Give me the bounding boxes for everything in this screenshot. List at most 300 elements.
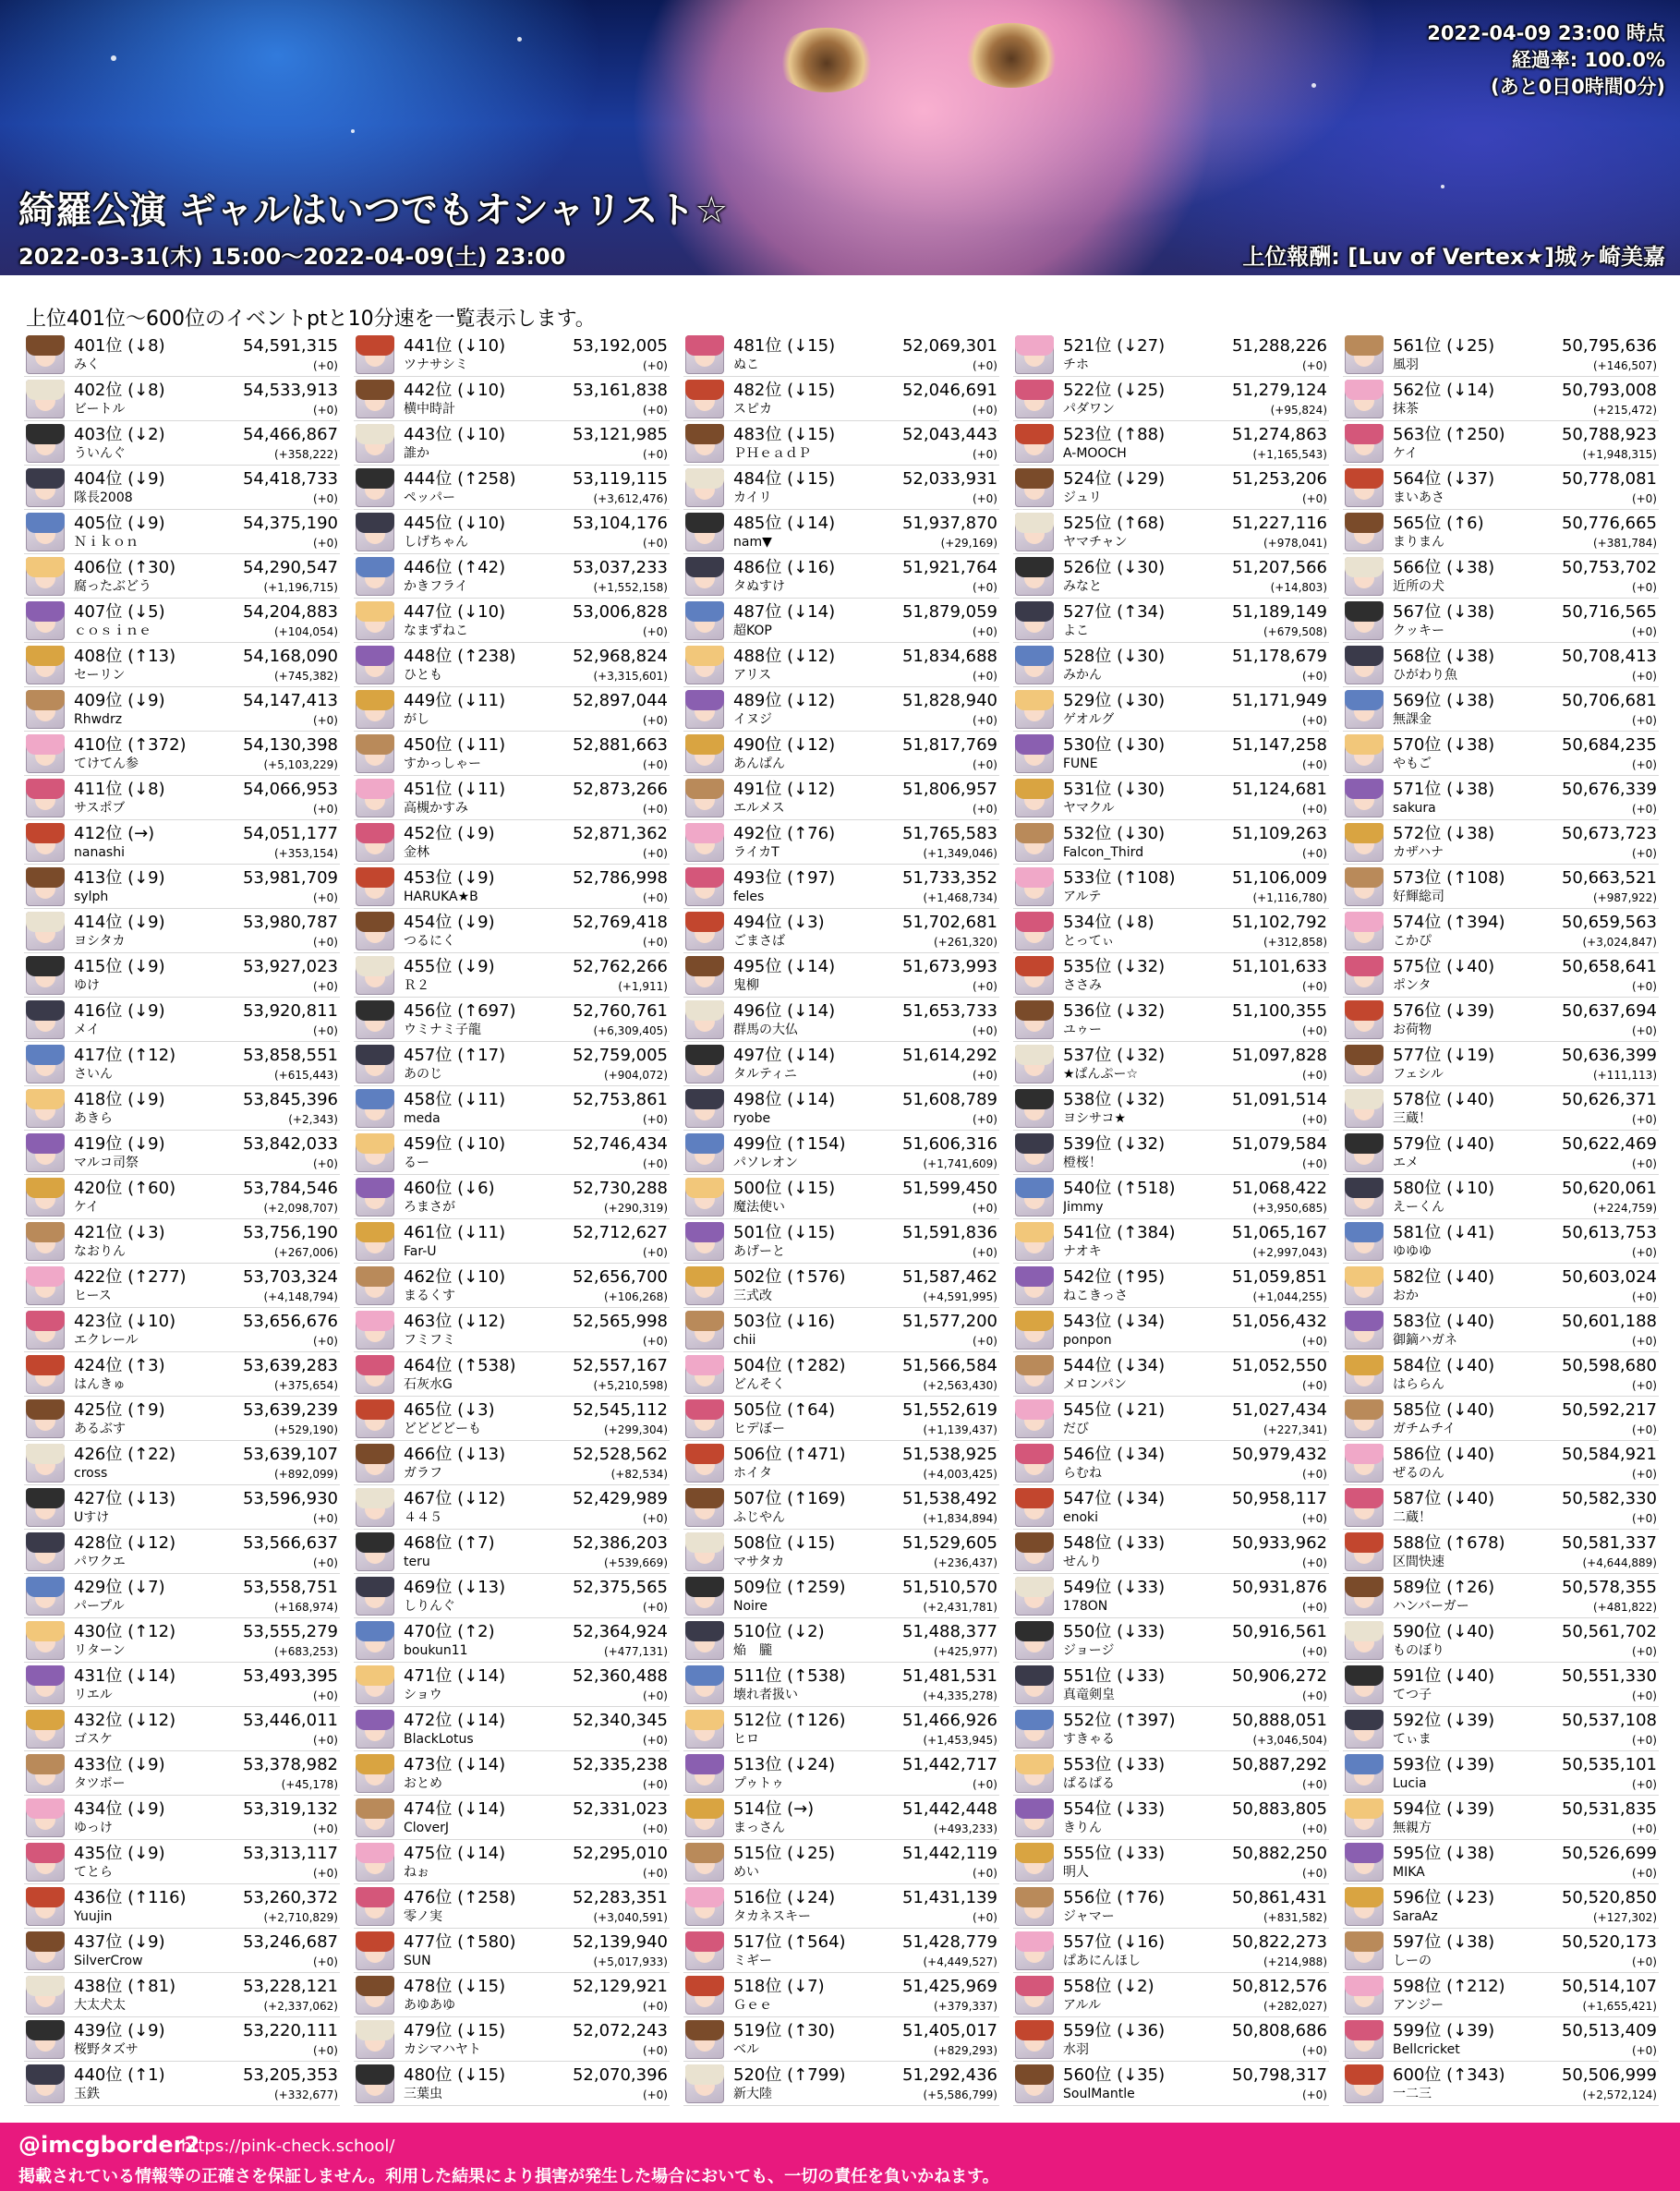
player-name: Ｒ２ — [404, 978, 429, 993]
player-name: ponpon — [1063, 1333, 1112, 1348]
player-name: きりん — [1063, 1821, 1102, 1835]
player-name: ぜるのん — [1393, 1466, 1444, 1481]
ten-minute-speed: (+0) — [1301, 1689, 1327, 1702]
player-name: エクレール — [74, 1333, 139, 1348]
rank-label: 489位 (↓12) — [733, 691, 836, 710]
rank-label: 539位 (↓32) — [1063, 1134, 1166, 1154]
ten-minute-speed: (+0) — [642, 891, 668, 904]
player-name: teru — [404, 1555, 430, 1569]
ranking-entry — [1343, 1840, 1659, 1884]
rank-label: 447位 (↓10) — [404, 602, 506, 622]
ten-minute-speed: (+0) — [312, 891, 338, 904]
player-name: 橙桜！ — [1063, 1156, 1102, 1170]
rank-label: 472位 (↓14) — [404, 1711, 506, 1730]
player-name: ポンタ — [1393, 978, 1432, 993]
event-points: 50,601,188 — [1561, 1312, 1657, 1331]
player-avatar — [1345, 1355, 1384, 1394]
ten-minute-speed: (+353,154) — [273, 847, 338, 860]
player-avatar — [356, 1089, 394, 1128]
player-avatar — [685, 1621, 724, 1660]
ten-minute-speed: (+127,302) — [1592, 1911, 1657, 1924]
player-avatar — [685, 1178, 724, 1217]
ten-minute-speed: (+0) — [1301, 1069, 1327, 1082]
player-avatar — [1345, 1222, 1384, 1261]
event-points: 52,046,691 — [901, 381, 997, 400]
rank-label: 507位 (↑169) — [733, 1489, 846, 1508]
event-points: 50,520,850 — [1561, 1888, 1657, 1907]
event-points: 52,375,565 — [572, 1578, 668, 1597]
rank-label: 478位 (↓15) — [404, 1977, 506, 1996]
player-avatar — [1015, 1577, 1054, 1616]
player-avatar — [26, 601, 65, 640]
ranking-entry — [1013, 1618, 1329, 1663]
player-name: ＰＨｅａｄＰ — [733, 446, 811, 461]
player-avatar — [685, 1843, 724, 1882]
ranking-entry — [1343, 953, 1659, 998]
ten-minute-speed: (+0) — [1631, 1867, 1657, 1880]
player-name: ゴスケ — [74, 1732, 113, 1747]
player-name: どどどどーも — [404, 1422, 481, 1436]
player-name: Bellcricket — [1393, 2042, 1460, 2057]
event-points: 52,360,488 — [572, 1666, 668, 1686]
event-points: 51,102,792 — [1231, 913, 1327, 932]
event-points: 51,279,124 — [1231, 381, 1327, 400]
rank-label: 449位 (↓11) — [404, 691, 506, 710]
ranking-entry — [1013, 1264, 1329, 1308]
rank-label: 573位 (↑108) — [1393, 868, 1505, 888]
rank-label: 408位 (↑13) — [74, 647, 176, 666]
rank-label: 505位 (↑64) — [733, 1400, 836, 1420]
ten-minute-speed: (+0) — [1301, 714, 1327, 727]
rank-label: 522位 (↓25) — [1063, 381, 1166, 400]
rank-label: 590位 (↓40) — [1393, 1622, 1495, 1641]
player-name: 新大陸 — [733, 2087, 772, 2101]
event-points: 50,916,561 — [1231, 1622, 1327, 1641]
player-avatar — [26, 335, 65, 374]
ten-minute-speed: (+745,382) — [273, 670, 338, 683]
ranking-entry — [1013, 1352, 1329, 1397]
ten-minute-speed: (+0) — [1301, 2044, 1327, 2057]
player-avatar — [356, 734, 394, 773]
player-name: 腐ったぶどう — [74, 579, 151, 594]
ten-minute-speed: (+0) — [1301, 1645, 1327, 1658]
ten-minute-speed: (+0) — [1301, 670, 1327, 683]
rank-label: 463位 (↓12) — [404, 1312, 506, 1331]
rank-label: 422位 (↑277) — [74, 1267, 187, 1287]
twitter-handle-link[interactable]: @imcgborder2 — [18, 2132, 200, 2158]
player-avatar — [1015, 823, 1054, 862]
ranking-entry — [1013, 865, 1329, 909]
player-avatar — [685, 1532, 724, 1571]
ten-minute-speed: (+0) — [1301, 1335, 1327, 1348]
player-name: はんきゅ — [74, 1377, 126, 1392]
ranking-entry — [683, 599, 999, 643]
ranking-entry — [354, 687, 670, 732]
rank-label: 426位 (↑22) — [74, 1445, 176, 1464]
event-points: 52,759,005 — [572, 1046, 668, 1065]
event-points: 51,591,836 — [901, 1223, 997, 1242]
player-name: Lucia — [1393, 1776, 1427, 1791]
ranking-entry — [24, 554, 340, 599]
rank-label: 403位 (↓2) — [74, 425, 165, 444]
event-points: 51,538,925 — [901, 1445, 997, 1464]
rank-label: 558位 (↓2) — [1063, 1977, 1154, 1996]
player-name: ヒデぼー — [733, 1422, 785, 1436]
ranking-entry — [683, 1574, 999, 1618]
ranking-column — [24, 333, 340, 2107]
sparkle-decoration — [351, 129, 355, 133]
event-points: 53,446,011 — [242, 1711, 338, 1730]
player-avatar — [356, 2064, 394, 2103]
player-avatar — [1015, 912, 1054, 950]
player-avatar — [685, 690, 724, 729]
ten-minute-speed: (+892,099) — [273, 1468, 338, 1481]
player-avatar — [1345, 2020, 1384, 2059]
ranking-entry — [1343, 421, 1659, 466]
player-avatar — [26, 1931, 65, 1970]
player-name: ヤマクル — [1063, 801, 1115, 816]
ten-minute-speed: (+0) — [972, 803, 997, 816]
player-name: ヒロ — [733, 1732, 759, 1747]
ranking-entry — [683, 1308, 999, 1352]
event-points: 52,786,998 — [572, 868, 668, 888]
ranking-entry — [1013, 554, 1329, 599]
rank-label: 432位 (↓12) — [74, 1711, 176, 1730]
player-avatar — [26, 823, 65, 862]
ten-minute-speed: (+0) — [1301, 1024, 1327, 1037]
rank-label: 526位 (↓30) — [1063, 558, 1166, 577]
rank-label: 540位 (↑518) — [1063, 1179, 1176, 1198]
ten-minute-speed: (+214,988) — [1263, 1955, 1327, 1968]
ranking-entry — [354, 909, 670, 953]
rank-label: 518位 (↓7) — [733, 1977, 825, 1996]
rank-label: 500位 (↓15) — [733, 1179, 836, 1198]
player-name: ぱあにんほし — [1063, 1954, 1141, 1968]
player-name: あげーと — [733, 1244, 785, 1259]
player-avatar — [356, 646, 394, 684]
event-points: 52,730,288 — [572, 1179, 668, 1198]
event-points: 51,147,258 — [1231, 735, 1327, 755]
player-avatar — [26, 1222, 65, 1261]
event-points: 53,920,811 — [242, 1001, 338, 1021]
ranking-entry — [1013, 643, 1329, 687]
event-points: 50,584,921 — [1561, 1445, 1657, 1464]
ranking-entry — [24, 1663, 340, 1707]
player-name: メイ — [74, 1023, 100, 1037]
player-avatar — [685, 468, 724, 507]
rank-label: 499位 (↑154) — [733, 1134, 846, 1154]
rank-label: 456位 (↑697) — [404, 1001, 516, 1021]
rank-label: 568位 (↓38) — [1393, 647, 1495, 666]
ranking-entry — [683, 776, 999, 820]
player-avatar — [685, 1665, 724, 1704]
ranking-entry — [1013, 1441, 1329, 1485]
rank-label: 597位 (↓38) — [1393, 1932, 1495, 1952]
event-points: 54,290,547 — [242, 558, 338, 577]
rank-label: 575位 (↓40) — [1393, 957, 1495, 976]
player-avatar — [356, 1000, 394, 1039]
ranking-entry — [1343, 1264, 1659, 1308]
event-points: 53,220,111 — [242, 2021, 338, 2040]
ten-minute-speed: (+0) — [642, 1734, 668, 1747]
rank-label: 595位 (↓38) — [1393, 1844, 1495, 1863]
ten-minute-speed: (+0) — [642, 1822, 668, 1835]
player-name: Rhwdrz — [74, 712, 123, 727]
ranking-entry — [354, 998, 670, 1042]
ranking-grid — [24, 333, 1659, 2107]
player-name: メロンパン — [1063, 1377, 1128, 1392]
ten-minute-speed: (+14,803) — [1270, 581, 1327, 594]
player-name: ガチムチイ — [1393, 1422, 1456, 1436]
player-name: すかっしゃー — [404, 757, 481, 771]
event-points: 52,712,627 — [572, 1223, 668, 1242]
event-points: 53,260,372 — [242, 1888, 338, 1907]
ranking-entry — [683, 421, 999, 466]
ranking-entry — [683, 820, 999, 865]
rank-label: 520位 (↑799) — [733, 2065, 846, 2085]
ranking-entry — [354, 953, 670, 998]
ranking-entry — [354, 1796, 670, 1840]
ten-minute-speed: (+312,858) — [1263, 936, 1327, 949]
event-points: 50,861,431 — [1231, 1888, 1327, 1907]
player-name: てけてん参 — [74, 757, 139, 771]
event-points: 50,659,563 — [1561, 913, 1657, 932]
rank-label: 592位 (↓39) — [1393, 1711, 1495, 1730]
rank-label: 421位 (↓3) — [74, 1223, 165, 1242]
ranking-entry — [24, 1086, 340, 1131]
ten-minute-speed: (+0) — [972, 714, 997, 727]
ranking-entry — [683, 2017, 999, 2062]
rank-label: 569位 (↓38) — [1393, 691, 1495, 710]
ranking-entry — [24, 1751, 340, 1796]
ten-minute-speed: (+0) — [642, 625, 668, 638]
ranking-entry — [1013, 1663, 1329, 1707]
event-points: 50,795,636 — [1561, 336, 1657, 356]
rank-label: 442位 (↓10) — [404, 381, 506, 400]
event-points: 50,812,576 — [1231, 1977, 1327, 1996]
player-name: やもご — [1393, 757, 1432, 771]
ten-minute-speed: (+95,824) — [1270, 404, 1327, 417]
player-avatar — [685, 1887, 724, 1926]
player-avatar — [1015, 1045, 1054, 1083]
ten-minute-speed: (+0) — [1301, 1867, 1327, 1880]
ranking-entry — [683, 732, 999, 776]
player-avatar — [26, 557, 65, 596]
rank-label: 591位 (↓40) — [1393, 1666, 1495, 1686]
rank-label: 423位 (↓10) — [74, 1312, 176, 1331]
rank-label: 498位 (↓14) — [733, 1090, 836, 1109]
ten-minute-speed: (+0) — [1301, 980, 1327, 993]
event-points: 53,980,787 — [242, 913, 338, 932]
ten-minute-speed: (+2,337,062) — [263, 2000, 338, 2013]
player-name: 風羽 — [1393, 357, 1419, 372]
rank-label: 572位 (↓38) — [1393, 824, 1495, 843]
ranking-entry — [1343, 1175, 1659, 1219]
player-name: A-MOOCH — [1063, 446, 1127, 461]
event-points: 53,104,176 — [572, 514, 668, 533]
player-avatar — [685, 956, 724, 995]
ten-minute-speed: (+0) — [1631, 1379, 1657, 1392]
player-avatar — [685, 1488, 724, 1527]
player-name: 178ON — [1063, 1599, 1108, 1614]
player-name: 好輝総司 — [1393, 890, 1444, 904]
event-points: 52,069,301 — [901, 336, 997, 356]
rank-label: 474位 (↓14) — [404, 1799, 506, 1819]
player-name: よこ — [1063, 623, 1089, 638]
event-points: 50,887,292 — [1231, 1755, 1327, 1774]
ranking-entry — [683, 1530, 999, 1574]
player-name: フミフミ — [404, 1333, 455, 1348]
ranking-entry — [1013, 599, 1329, 643]
player-name: サスポブ — [74, 801, 126, 816]
ranking-entry — [683, 1884, 999, 1929]
ten-minute-speed: (+1,453,945) — [923, 1734, 997, 1747]
ranking-entry — [354, 1397, 670, 1441]
ranking-entry — [24, 953, 340, 998]
event-points: 52,129,921 — [572, 1977, 668, 1996]
event-points: 51,834,688 — [901, 647, 997, 666]
player-name: ゆっけ — [74, 1821, 113, 1835]
player-avatar — [1345, 1000, 1384, 1039]
ten-minute-speed: (+0) — [642, 714, 668, 727]
ranking-column — [1013, 333, 1329, 2107]
rank-label: 586位 (↓40) — [1393, 1445, 1495, 1464]
rank-label: 519位 (↑30) — [733, 2021, 836, 2040]
ten-minute-speed: (+1,834,894) — [923, 1512, 997, 1525]
player-avatar — [26, 1621, 65, 1660]
ten-minute-speed: (+3,950,685) — [1252, 1202, 1327, 1215]
event-points: 50,598,680 — [1561, 1356, 1657, 1375]
rank-label: 545位 (↓21) — [1063, 1400, 1166, 1420]
player-avatar — [1015, 1532, 1054, 1571]
player-avatar — [1015, 335, 1054, 374]
ranking-entry — [24, 687, 340, 732]
ten-minute-speed: (+0) — [1631, 2044, 1657, 2057]
rank-label: 407位 (↓5) — [74, 602, 165, 622]
ten-minute-speed: (+529,190) — [273, 1423, 338, 1436]
event-points: 51,538,492 — [901, 1489, 997, 1508]
player-avatar — [1345, 1665, 1384, 1704]
player-avatar — [1015, 2064, 1054, 2103]
ranking-entry — [683, 377, 999, 421]
ten-minute-speed: (+0) — [312, 359, 338, 372]
player-avatar — [1015, 1798, 1054, 1837]
player-avatar — [26, 1710, 65, 1749]
ranking-column — [1343, 333, 1659, 2107]
ten-minute-speed: (+3,040,591) — [593, 1911, 668, 1924]
player-avatar — [1015, 1665, 1054, 1704]
rank-label: 428位 (↓12) — [74, 1533, 176, 1553]
rank-label: 406位 (↑30) — [74, 558, 176, 577]
rank-label: 543位 (↓34) — [1063, 1312, 1166, 1331]
player-avatar — [1015, 380, 1054, 418]
player-name: しげちゃん — [404, 535, 468, 550]
player-name: みかん — [1063, 668, 1102, 683]
player-avatar — [1345, 380, 1384, 418]
ten-minute-speed: (+3,612,476) — [593, 492, 668, 505]
ranking-entry — [1343, 1219, 1659, 1264]
player-avatar — [356, 867, 394, 906]
rank-label: 577位 (↓19) — [1393, 1046, 1495, 1065]
event-points: 52,769,418 — [572, 913, 668, 932]
ten-minute-speed: (+0) — [1301, 1468, 1327, 1481]
player-name: ｃｏｓｉｎｅ — [74, 623, 151, 638]
player-avatar — [1345, 690, 1384, 729]
event-points: 51,292,436 — [901, 2065, 997, 2085]
rank-label: 523位 (↑88) — [1063, 425, 1166, 444]
player-name: セーリン — [74, 668, 126, 683]
ranking-entry — [1013, 732, 1329, 776]
rank-label: 453位 (↓9) — [404, 868, 495, 888]
ranking-entry — [1013, 1973, 1329, 2017]
ten-minute-speed: (+477,131) — [603, 1645, 668, 1658]
event-points: 50,520,173 — [1561, 1932, 1657, 1952]
player-name: ゆけ — [74, 978, 100, 993]
player-name: リエル — [74, 1688, 113, 1702]
ten-minute-speed: (+0) — [1301, 1822, 1327, 1835]
ten-minute-speed: (+146,507) — [1592, 359, 1657, 372]
player-avatar — [1015, 646, 1054, 684]
rank-label: 583位 (↓40) — [1393, 1312, 1495, 1331]
ten-minute-speed: (+831,582) — [1263, 1911, 1327, 1924]
event-points: 53,842,033 — [242, 1134, 338, 1154]
ranking-entry — [683, 1042, 999, 1086]
ten-minute-speed: (+0) — [1631, 1955, 1657, 1968]
event-points: 51,171,949 — [1231, 691, 1327, 710]
ranking-entry — [1013, 1884, 1329, 1929]
rank-label: 503位 (↓16) — [733, 1312, 836, 1331]
timestamp-block — [1427, 20, 1665, 101]
rank-label: 469位 (↓13) — [404, 1578, 506, 1597]
rank-label: 443位 (↓10) — [404, 425, 506, 444]
event-points: 50,626,371 — [1561, 1090, 1657, 1109]
player-name: お荷物 — [1393, 1023, 1432, 1037]
event-points: 50,888,051 — [1231, 1711, 1327, 1730]
event-points: 51,428,779 — [901, 1932, 997, 1952]
player-avatar — [356, 956, 394, 995]
ten-minute-speed: (+0) — [972, 758, 997, 771]
ten-minute-speed: (+0) — [972, 1867, 997, 1880]
player-avatar — [1015, 468, 1054, 507]
rank-label: 416位 (↓9) — [74, 1001, 165, 1021]
player-name: ひがわり魚 — [1393, 668, 1457, 683]
player-avatar — [1015, 601, 1054, 640]
ranking-entry — [683, 865, 999, 909]
ranking-entry — [683, 333, 999, 377]
ranking-entry — [24, 1707, 340, 1751]
ranking-entry — [683, 1441, 999, 1485]
event-points: 52,070,396 — [572, 2065, 668, 2085]
rank-label: 484位 (↓15) — [733, 469, 836, 489]
player-name: パソレオン — [733, 1156, 798, 1170]
character-eye-art — [776, 28, 877, 92]
ten-minute-speed: (+0) — [312, 404, 338, 417]
player-avatar — [1015, 1754, 1054, 1793]
player-avatar — [685, 1133, 724, 1172]
event-points: 52,897,044 — [572, 691, 668, 710]
player-avatar — [356, 601, 394, 640]
site-link[interactable]: https://pink-check.school/ — [181, 2137, 395, 2156]
rank-label: 427位 (↓13) — [74, 1489, 176, 1508]
player-avatar — [26, 1754, 65, 1793]
rank-label: 527位 (↑34) — [1063, 602, 1166, 622]
rank-label: 552位 (↑397) — [1063, 1711, 1176, 1730]
event-points: 52,746,434 — [572, 1134, 668, 1154]
ranking-entry — [354, 1840, 670, 1884]
ten-minute-speed: (+5,103,229) — [263, 758, 338, 771]
ten-minute-speed: (+0) — [972, 1069, 997, 1082]
event-points: 52,429,989 — [572, 1489, 668, 1508]
